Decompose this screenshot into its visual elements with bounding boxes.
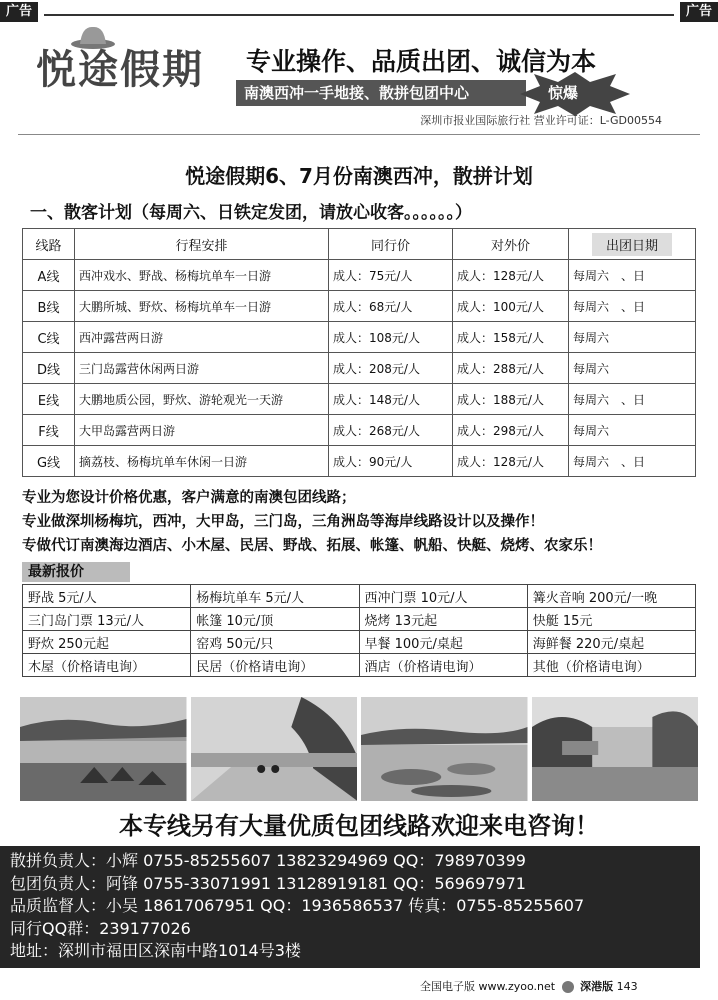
line-code: B线 [23, 291, 75, 322]
price-cell: 窑鸡 50元/只 [191, 631, 359, 654]
price-cell: 酒店（价格请电询） [359, 654, 527, 677]
subtitle-bar: 南澳西冲一手地接、散拼包团中心 [236, 80, 526, 106]
promo-line-1: 专业为您设计价格优惠，客户满意的南澳包团线路； [22, 490, 356, 506]
price-cell: 野炊 250元起 [23, 631, 191, 654]
table-row [23, 260, 696, 291]
promo-line-3: 专做代订南澳海边酒店、小木屋、民居、野战、拓展、帐篷、帆船、快艇、烧烤、农家乐！ [22, 538, 602, 554]
line-code: D线 [23, 353, 75, 384]
table-row [23, 353, 696, 384]
price-cell: 民居（价格请电询） [191, 654, 359, 677]
header-line: 线路 [23, 229, 75, 260]
table-row [23, 415, 696, 446]
table-row [23, 631, 696, 654]
footer-page-number: 143 [616, 980, 638, 993]
departure-day: 每周六 、日 [569, 384, 696, 415]
departure-label: 出团日期 [592, 233, 672, 256]
retail-price: 成人：158元/人 [453, 322, 569, 353]
price-cell: 杨梅坑单车 5元/人 [191, 585, 359, 608]
ad-tag-left: 广告 [0, 2, 38, 22]
retail-price: 成人：128元/人 [453, 260, 569, 291]
departure-day: 每周六 [569, 353, 696, 384]
itinerary: 大鹏地质公园，野炊、游轮观光一天游 [75, 384, 329, 415]
coastal-road-photo [191, 697, 358, 801]
latest-price-label: 最新报价 [22, 562, 130, 582]
departure-day: 每周六 、日 [569, 446, 696, 477]
price-cell: 帐篷 10元/顶 [191, 608, 359, 631]
itinerary: 大鹏所城、野炊、杨梅坑单车一日游 [75, 291, 329, 322]
promo-line-2: 专业做深圳杨梅坑，西冲，大甲岛，三门岛，三角洲岛等海岸线路设计以及操作！ [22, 514, 544, 530]
itinerary: 西冲戏水、野战、杨梅坑单车一日游 [75, 260, 329, 291]
itinerary: 摘荔枝、杨梅坑单车休闲一日游 [75, 446, 329, 477]
retail-price: 成人：128元/人 [453, 446, 569, 477]
contact-scatter-group: 散拼负责人：小辉 0755-85255607 13823294969 QQ：798970399 [10, 851, 526, 870]
seaside-pavilion-photo [532, 697, 699, 801]
contact-private-group: 包团负责人：阿锋 0755-33071991 13128919181 QQ：569697971 [10, 873, 526, 893]
trade-price: 成人：268元/人 [329, 415, 453, 446]
top-rule [44, 14, 674, 16]
section-title: 一、散客计划（每周六、日铁定发团，请放心收客。。。。。。） [30, 203, 472, 223]
table-header-row [23, 229, 696, 260]
trade-price: 成人：68元/人 [329, 291, 453, 322]
line-code: A线 [23, 260, 75, 291]
contact-address: 地址：深圳市福田区深南中路1014号3楼 [10, 941, 301, 960]
price-cell: 早餐 100元/桌起 [359, 631, 527, 654]
header-trade-price: 同行价 [329, 229, 453, 260]
consult-cta: 本专线另有大量优质包团线路欢迎来电咨询！ [119, 812, 599, 840]
table-row [23, 446, 696, 477]
line-code: G线 [23, 446, 75, 477]
ad-header [0, 24, 718, 134]
itinerary: 三门岛露营休闲两日游 [75, 353, 329, 384]
price-cell: 野战 5元/人 [23, 585, 191, 608]
price-cell: 烧烤 13元起 [359, 608, 527, 631]
footer-site: 全国电子版 www.zyoo.net [420, 980, 556, 993]
table-row [23, 585, 696, 608]
line-code: C线 [23, 322, 75, 353]
retail-price: 成人：298元/人 [453, 415, 569, 446]
burst-label: 惊爆 [548, 84, 579, 102]
line-code: E线 [23, 384, 75, 415]
agency-license: 深圳市报业国际旅行社 营业许可证：L-GD00554 [420, 114, 662, 127]
price-cell: 木屋（价格请电询） [23, 654, 191, 677]
price-cell: 篝火音响 200元/一晚 [527, 585, 695, 608]
departure-day: 每周六 、日 [569, 291, 696, 322]
page-footer [420, 978, 638, 994]
line-code: F线 [23, 415, 75, 446]
contact-qq-group: 同行QQ群：239177026 [10, 918, 191, 938]
table-row [23, 384, 696, 415]
header-retail-price: 对外价 [453, 229, 569, 260]
contact-quality: 品质监督人：小吴 18617067951 QQ：1936586537 传真：0755-85255607 [10, 896, 585, 915]
header-itinerary: 行程安排 [75, 229, 329, 260]
trade-price: 成人：90元/人 [329, 446, 453, 477]
departure-day: 每周六 [569, 322, 696, 353]
header-departure [569, 229, 696, 260]
ad-tag-right: 广告 [680, 2, 718, 22]
table-row [23, 291, 696, 322]
itinerary: 西冲露营两日游 [75, 322, 329, 353]
trade-price: 成人：108元/人 [329, 322, 453, 353]
trade-price: 成人：75元/人 [329, 260, 453, 291]
price-cell: 海鲜餐 220元/桌起 [527, 631, 695, 654]
slogan: 专业操作、品质出团、诚信为本 [246, 47, 597, 76]
table-row [23, 322, 696, 353]
beach-camping-photo [20, 697, 187, 801]
price-cell: 快艇 15元 [527, 608, 695, 631]
main-title: 悦途假期6、7月份南澳西冲，散拼计划 [185, 164, 533, 188]
table-row [23, 608, 696, 631]
price-cell: 其他（价格请电询） [527, 654, 695, 677]
footer-edition: 深港版 [580, 980, 614, 993]
contact-panel [0, 846, 700, 968]
globe-icon [562, 981, 574, 993]
price-cell: 三门岛门票 13元/人 [23, 608, 191, 631]
departure-day: 每周六 [569, 415, 696, 446]
itinerary: 大甲岛露营两日游 [75, 415, 329, 446]
retail-price: 成人：100元/人 [453, 291, 569, 322]
departure-day: 每周六 、日 [569, 260, 696, 291]
table-row [23, 654, 696, 677]
trade-price: 成人：148元/人 [329, 384, 453, 415]
rocky-shore-photo [361, 697, 528, 801]
price-cell: 西冲门票 10元/人 [359, 585, 527, 608]
photo-strip [20, 697, 698, 801]
trade-price: 成人：208元/人 [329, 353, 453, 384]
header-rule [18, 134, 700, 135]
retail-price: 成人：288元/人 [453, 353, 569, 384]
retail-price: 成人：188元/人 [453, 384, 569, 415]
price-table [22, 584, 696, 677]
tour-plan-table [22, 228, 696, 477]
brand-logo: 悦途假期 [36, 46, 204, 93]
